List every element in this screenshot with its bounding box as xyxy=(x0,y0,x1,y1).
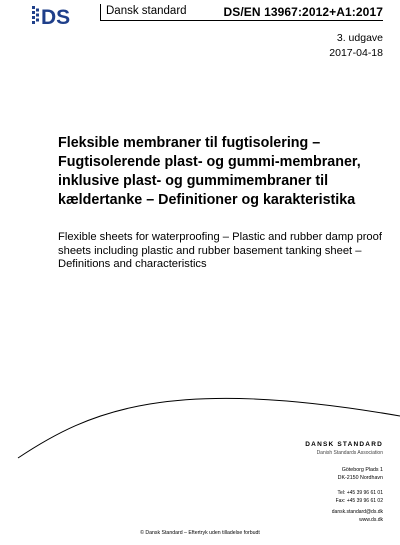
ds-logo xyxy=(32,5,84,27)
publisher-website[interactable]: www.ds.dk xyxy=(359,517,383,523)
standard-number: DS/EN 13967:2012+A1:2017 xyxy=(223,5,383,19)
header-rule xyxy=(100,20,383,21)
header-divider-vertical xyxy=(100,4,101,20)
publisher-address-line1: Göteborg Plads 1 xyxy=(341,467,383,473)
publisher-subtitle: Danish Standards Association xyxy=(316,450,383,456)
svg-text:DS: DS xyxy=(41,6,71,27)
copyright-notice: © Dansk Standard – Eftertryk uden tilladelse forbudt xyxy=(140,530,260,536)
publisher-name: DANSK STANDARD xyxy=(305,441,383,448)
publication-date: 2017-04-18 xyxy=(329,47,383,59)
edition: 3. udgave xyxy=(336,32,383,44)
organization-name: Dansk standard xyxy=(106,5,187,17)
publisher-fax: Fax: +45 39 96 61 02 xyxy=(335,498,383,504)
decorative-arc xyxy=(0,380,400,460)
title-english: Flexible sheets for waterproofing – Plastic and rubber damp proof sheets including plastic and rubber basement tanking sheet – Definitions and characteristics xyxy=(58,231,382,270)
title-danish: Fleksible membraner til fugtisolering – Fugtisolerende plast- og gummi-membraner, inklusive plast- og gummimembraner til kældertanke – Definitioner og karakteristika xyxy=(58,135,361,208)
publisher-address-line2: DK-2150 Nordhavn xyxy=(337,475,383,481)
publisher-tel: Tel: +45 39 96 61 01 xyxy=(337,490,383,496)
publisher-email[interactable]: dansk.standard@ds.dk xyxy=(331,509,383,515)
